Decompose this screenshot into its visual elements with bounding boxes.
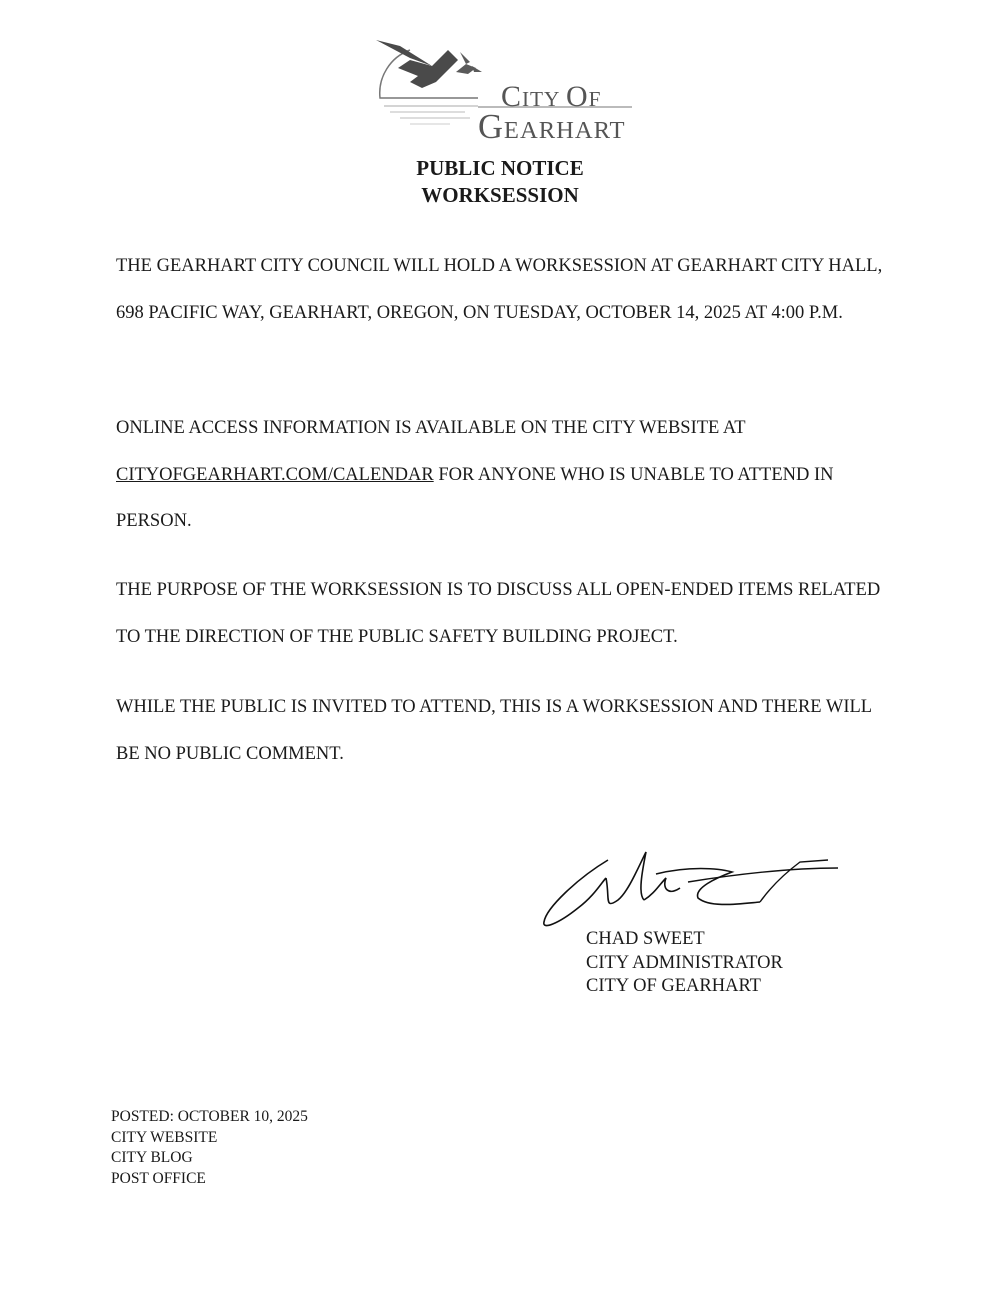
posting-info (111, 1107, 308, 1189)
paragraph-online-access (116, 405, 896, 545)
signer-name: CHAD SWEET (586, 929, 705, 949)
posted-location: CITY WEBSITE (111, 1128, 218, 1146)
posted-location: CITY BLOG (111, 1149, 193, 1166)
notice-subtitle: WORKSESSION (421, 183, 579, 207)
paragraph-purpose: THE PURPOSE OF THE WORKSESSION IS TO DISCUSS ALL OPEN-ENDED ITEMS RELATED TO THE DIRECTION OF THE PUBLIC SAFETY BUILDING PROJECT. (116, 580, 881, 647)
notice-title: PUBLIC NOTICE (416, 156, 584, 180)
logo-text-gearhart: GEARHART (478, 108, 626, 146)
paragraph-meeting-details: THE GEARHART CITY COUNCIL WILL HOLD A WORKSESSION AT GEARHART CITY HALL, 698 PACIFIC WAY, GEARHART, OREGON, ON TUESDAY, OCTOBER 14, 2025 AT 4:00 P.M. (116, 256, 883, 323)
paragraph-online-access-text-1: ONLINE ACCESS INFORMATION IS AVAILABLE ON THE CITY WEBSITE AT (116, 418, 746, 438)
paragraph-online-access-text-2: FOR ANYONE WHO IS UNABLE TO ATTEND IN PERSON. (116, 464, 834, 531)
city-logo (370, 38, 640, 146)
posted-date: POSTED: OCTOBER 10, 2025 (111, 1108, 308, 1125)
signer-title: CITY ADMINISTRATOR (586, 952, 783, 973)
posted-location: POST OFFICE (111, 1169, 206, 1187)
paragraph-public-comment: WHILE THE PUBLIC IS INVITED TO ATTEND, THIS IS A WORKSESSION AND THERE WILL BE NO PUBLIC COMMENT. (116, 697, 872, 764)
logo-text-city-of: CITY OF (501, 80, 602, 113)
signer-org: CITY OF GEARHART (586, 976, 761, 996)
signature-block (586, 928, 783, 999)
calendar-link[interactable]: CITYOFGEARHART.COM/CALENDAR (116, 464, 434, 485)
signature-image (538, 838, 858, 938)
